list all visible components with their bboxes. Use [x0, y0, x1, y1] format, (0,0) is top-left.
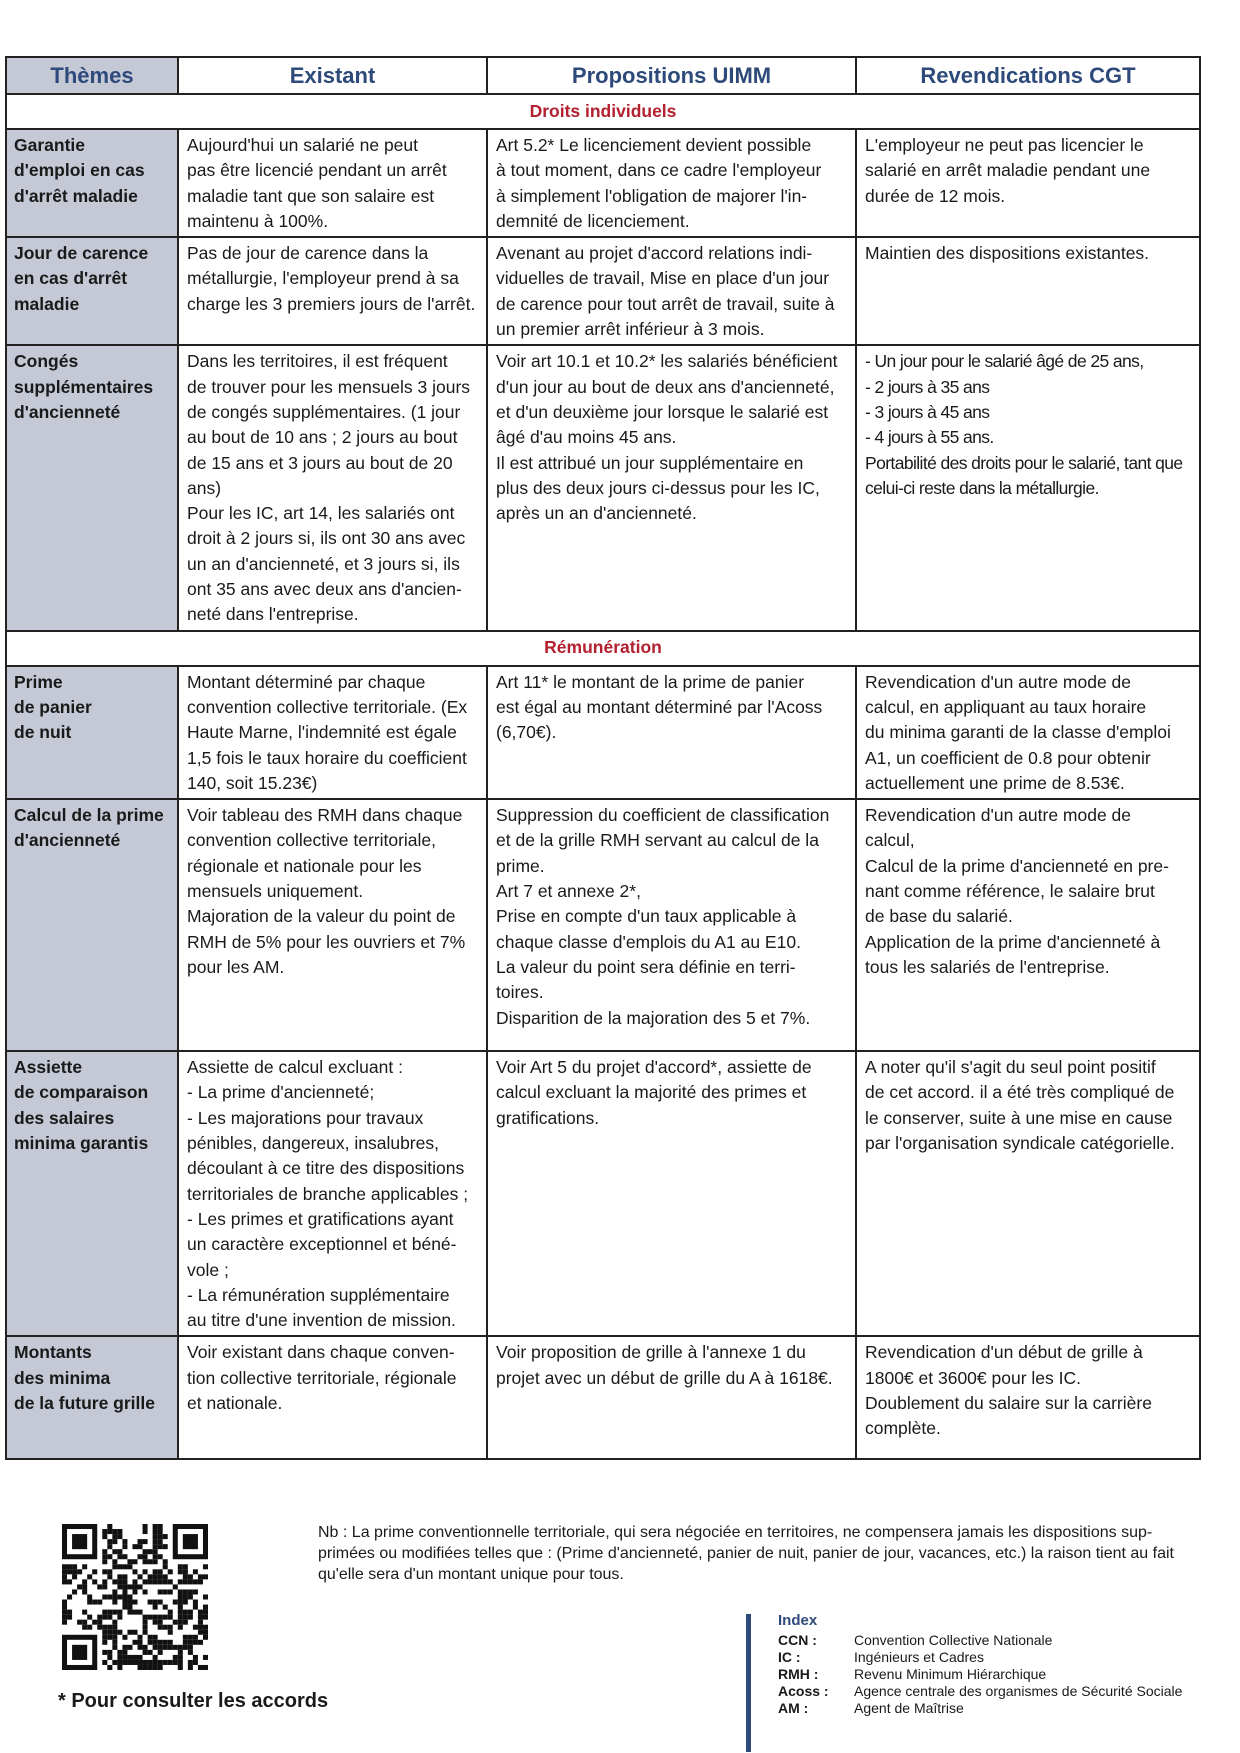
existant-cell-line: droit à 2 jours si, ils ont 30 ans avec — [187, 528, 466, 549]
uimm-cell-line: chaque classe d'emplois du A1 au E10. — [496, 931, 801, 952]
cgt-cell — [856, 237, 1200, 345]
index-definition: Agence centrale des organismes de Sécurité Sociale — [854, 1683, 1183, 1699]
existant-cell-line: - La rémunération supplémentaire — [187, 1284, 450, 1305]
cgt-cell-line: calcul, — [865, 830, 915, 851]
theme-cell — [6, 237, 178, 345]
existant-cell-line: - La prime d'ancienneté; — [187, 1082, 375, 1103]
cgt-cell — [856, 1336, 1200, 1459]
cgt-cell-line: Application de la prime d'ancienneté à — [865, 931, 1161, 952]
cgt-cell — [856, 799, 1200, 1051]
nb-note — [318, 1522, 1198, 1585]
table-row — [6, 345, 1200, 630]
existant-cell-line: pour les AM. — [187, 956, 285, 977]
nb-line: qu'elle sera d'un montant unique pour tous. — [318, 1566, 624, 1583]
index-entry — [778, 1666, 1046, 1683]
existant-cell-line: de trouver pour les mensuels 3 jours — [187, 376, 471, 397]
comparison-table-wrapper — [5, 56, 1199, 1460]
table-row — [6, 1051, 1200, 1336]
theme-cell — [6, 799, 178, 1051]
theme-cell-line: Congés — [14, 351, 79, 372]
index-divider — [746, 1614, 751, 1752]
theme-cell-line: d'arrêt maladie — [14, 185, 138, 206]
theme-cell — [6, 1336, 178, 1459]
index-abbr: RMH : — [778, 1666, 819, 1682]
theme-cell-line: de nuit — [14, 722, 72, 743]
uimm-cell-line: Art 7 et annexe 2*, — [496, 881, 641, 902]
uimm-cell-line: prime. — [496, 855, 545, 876]
cgt-cell-line: de base du salarié. — [865, 906, 1013, 927]
header-existant: Existant — [178, 57, 487, 94]
section-title: Rémunération — [6, 631, 1200, 666]
nb-line: Nb : La prime conventionnelle territoriale, qui sera négociée en territoires, ne compensera jamais les dispositions sup- — [318, 1524, 1153, 1541]
existant-cell-line: de 15 ans et 3 jours au bout de 20 — [187, 452, 453, 473]
existant-cell-line: pénibles, dangereux, insalubres, — [187, 1133, 439, 1154]
cgt-cell-line: complète. — [865, 1418, 941, 1439]
uimm-cell — [487, 799, 856, 1051]
existant-cell-line: Majoration de la valeur du point de — [187, 906, 456, 927]
theme-cell-line: d'emploi en cas — [14, 160, 145, 181]
theme-cell-line: Prime — [14, 671, 63, 692]
existant-cell-line: vole ; — [187, 1259, 229, 1280]
cgt-cell-line: du minima garanti de la classe d'emploi — [865, 722, 1171, 743]
uimm-cell-line: âgé d'au moins 45 ans. — [496, 427, 677, 448]
uimm-cell — [487, 666, 856, 799]
existant-cell-line: découlant à ce titre des dispositions — [187, 1158, 465, 1179]
existant-cell-line: Aujourd'hui un salarié ne peut — [187, 135, 419, 155]
table-row — [6, 799, 1200, 1051]
theme-cell-line: d'ancienneté — [14, 830, 121, 851]
cgt-cell-line: actuellement une prime de 8.53€. — [865, 772, 1125, 793]
uimm-cell-line: La valeur du point sera définie en terri- — [496, 956, 796, 977]
header-uimm: Propositions UIMM — [487, 57, 856, 94]
theme-cell-line: des minima — [14, 1367, 111, 1388]
nb-line: primées ou modifiées telles que : (Prime d'ancienneté, panier de nuit, panier de jour, vacances, etc.) la raison tient au fait — [318, 1545, 1174, 1562]
cgt-cell-line: - 4 jours à 55 ans. — [865, 427, 994, 448]
cgt-cell-line: nant comme référence, le salaire brut — [865, 881, 1155, 902]
existant-cell-line: maladie tant que son salaire est — [187, 185, 435, 206]
index-definition: Revenu Minimum Hiérarchique — [854, 1666, 1047, 1682]
existant-cell-line: neté dans l'entreprise. — [187, 604, 359, 625]
existant-cell-line: ont 35 ans avec deux ans d'ancien- — [187, 579, 462, 600]
theme-cell — [6, 129, 178, 237]
theme-cell-line: d'ancienneté — [14, 401, 121, 422]
existant-cell-line: Haute Marne, l'indemnité est égale — [187, 722, 457, 743]
cgt-cell-line: - 2 jours à 35 ans — [865, 376, 990, 397]
table-row — [6, 129, 1200, 237]
index-definition: Convention Collective Nationale — [854, 1632, 1053, 1648]
existant-cell-line: régionale et nationale pour les — [187, 855, 422, 876]
section-title: Droits individuels — [6, 94, 1200, 129]
cgt-cell — [856, 666, 1200, 799]
uimm-cell-line: calcul excluant la majorité des primes et — [496, 1082, 807, 1103]
cgt-cell-line: Portabilité des droits pour le salarié, tant que — [865, 452, 1183, 473]
existant-cell-line: Voir tableau des RMH dans chaque — [187, 805, 463, 826]
uimm-cell — [487, 237, 856, 345]
uimm-cell-line: Art 5.2* Le licenciement devient possible — [496, 135, 812, 155]
existant-cell-line: - Les primes et gratifications ayant — [187, 1208, 454, 1229]
existant-cell — [178, 237, 487, 345]
cgt-cell-line: calcul, en appliquant au taux horaire — [865, 696, 1147, 717]
theme-cell-line: supplémentaires — [14, 376, 154, 397]
cgt-cell — [856, 345, 1200, 630]
index-entry — [778, 1700, 964, 1717]
table-row — [6, 237, 1200, 345]
cgt-cell-line: par l'organisation syndicale catégorielle. — [865, 1133, 1175, 1154]
theme-cell-line: de la future grille — [14, 1392, 155, 1413]
theme-cell-line: Calcul de la prime — [14, 805, 164, 826]
uimm-cell-line: est égal au montant déterminé par l'Acoss — [496, 696, 823, 717]
existant-cell-line: mensuels uniquement. — [187, 881, 364, 902]
index-entry — [778, 1632, 1052, 1649]
cgt-cell — [856, 129, 1200, 237]
existant-cell-line: ans) — [187, 477, 222, 498]
existant-cell — [178, 345, 487, 630]
uimm-cell-line: Il est attribué un jour supplémentaire en — [496, 452, 804, 473]
existant-cell-line: au bout de 10 ans ; 2 jours au bout — [187, 427, 458, 448]
existant-cell-line: Assiette de calcul excluant : — [187, 1057, 403, 1078]
uimm-cell-line: demnité de licenciement. — [496, 210, 690, 231]
uimm-cell-line: projet avec un début de grille du A à 1618€. — [496, 1367, 833, 1388]
existant-cell-line: charge les 3 premiers jours de l'arrêt. — [187, 293, 476, 314]
cgt-cell-line: Revendication d'un autre mode de — [865, 671, 1132, 692]
existant-cell — [178, 1051, 487, 1336]
theme-cell-line: Assiette — [14, 1057, 83, 1078]
uimm-cell-line: d'un jour au bout de deux ans d'ancienneté, — [496, 376, 835, 397]
theme-cell-line: de panier — [14, 696, 92, 717]
uimm-cell-line: Prise en compte d'un taux applicable à — [496, 906, 797, 927]
theme-cell-line: minima garantis — [14, 1133, 149, 1154]
uimm-cell-line: Suppression du coefficient de classification — [496, 805, 830, 826]
index-abbr: Acoss : — [778, 1683, 829, 1699]
existant-cell-line: 140, soit 15.23€) — [187, 772, 318, 793]
uimm-cell-line: Voir proposition de grille à l'annexe 1 du — [496, 1342, 806, 1363]
page-footer — [0, 1500, 1240, 1753]
existant-cell — [178, 666, 487, 799]
comparison-table — [5, 56, 1201, 1460]
cgt-cell-line: Maintien des dispositions existantes. — [865, 243, 1150, 264]
cgt-cell-line: de cet accord. il a été très compliqué de — [865, 1082, 1175, 1103]
existant-cell-line: Voir existant dans chaque conven- — [187, 1342, 455, 1363]
uimm-cell — [487, 129, 856, 237]
index-title: Index — [778, 1612, 818, 1629]
uimm-cell-line: après un an d'ancienneté. — [496, 503, 697, 524]
theme-cell — [6, 1051, 178, 1336]
existant-cell-line: de congés supplémentaires. (1 jour — [187, 401, 461, 422]
uimm-cell-line: à simplement l'obligation de majorer l'in- — [496, 185, 808, 206]
index-definition: Ingénieurs et Cadres — [854, 1649, 984, 1665]
uimm-cell-line: viduelles de travail, Mise en place d'un jour — [496, 268, 830, 289]
theme-cell-line: Jour de carence — [14, 243, 149, 264]
uimm-cell-line: Disparition de la majoration des 5 et 7%. — [496, 1007, 811, 1028]
uimm-cell — [487, 1336, 856, 1459]
existant-cell-line: métallurgie, l'employeur prend à sa — [187, 268, 459, 289]
header-themes: Thèmes — [6, 57, 178, 94]
index-entry — [778, 1683, 1182, 1700]
cgt-cell-line: A noter qu'il s'agit du seul point positif — [865, 1057, 1156, 1078]
cgt-cell-line: le conserver, suite à une mise en cause — [865, 1107, 1173, 1128]
theme-cell — [6, 345, 178, 630]
existant-cell-line: Montant déterminé par chaque — [187, 671, 426, 692]
index-abbr: AM : — [778, 1700, 809, 1716]
existant-cell — [178, 1336, 487, 1459]
existant-cell — [178, 799, 487, 1051]
uimm-cell-line: Avenant au projet d'accord relations indi- — [496, 243, 813, 264]
existant-cell-line: pas être licencié pendant un arrêt — [187, 160, 447, 181]
cgt-cell — [856, 1051, 1200, 1336]
table-row — [6, 666, 1200, 799]
existant-cell-line: un caractère exceptionnel et béné- — [187, 1234, 457, 1255]
uimm-cell-line: (6,70€). — [496, 722, 557, 743]
cgt-cell-line: Doublement du salaire sur la carrière — [865, 1392, 1152, 1413]
theme-cell-line: des salaires — [14, 1107, 115, 1128]
existant-cell-line: au titre d'une invention de mission. — [187, 1310, 456, 1331]
uimm-cell-line: et d'un deuxième jour lorsque le salarié est — [496, 401, 829, 422]
cgt-cell-line: Revendication d'un début de grille à — [865, 1342, 1143, 1363]
existant-cell-line: 1,5 fois le taux horaire du coefficient — [187, 747, 467, 768]
cgt-cell-line: Revendication d'un autre mode de — [865, 805, 1132, 826]
cgt-cell-line: Calcul de la prime d'ancienneté en pre- — [865, 855, 1169, 876]
cgt-cell-line: 1800€ et 3600€ pour les IC. — [865, 1367, 1081, 1388]
cgt-cell-line: - 3 jours à 45 ans — [865, 401, 990, 422]
qr-caption: * Pour consulter les accords — [58, 1690, 329, 1712]
cgt-cell-line: L'employeur ne peut pas licencier le — [865, 135, 1144, 155]
cgt-cell-line: tous les salariés de l'entreprise. — [865, 956, 1110, 977]
theme-cell-line: Garantie — [14, 135, 85, 155]
table-body — [6, 94, 1200, 1459]
index-definition: Agent de Maîtrise — [854, 1700, 964, 1716]
existant-cell-line: convention collective territoriale. (Ex — [187, 696, 468, 717]
cgt-cell-line: durée de 12 mois. — [865, 185, 1006, 206]
uimm-cell-line: Art 11* le montant de la prime de panier — [496, 671, 805, 692]
existant-cell-line: tion collective territoriale, régionale — [187, 1367, 457, 1388]
uimm-cell-line: plus des deux jours ci-dessus pour les IC, — [496, 477, 820, 498]
uimm-cell — [487, 345, 856, 630]
existant-cell-line: territoriales de branche applicables ; — [187, 1183, 469, 1204]
index-abbr: CCN : — [778, 1632, 817, 1648]
header-row — [6, 57, 1200, 94]
existant-cell-line: un an d'ancienneté, et 3 jours si, ils — [187, 553, 460, 574]
existant-cell-line: Pour les IC, art 14, les salariés ont — [187, 503, 455, 524]
cgt-cell-line: A1, un coefficient de 0.8 pour obtenir — [865, 747, 1151, 768]
existant-cell-line: RMH de 5% pour les ouvriers et 7% — [187, 931, 466, 952]
cgt-cell-line: - Un jour pour le salarié âgé de 25 ans, — [865, 351, 1144, 372]
theme-cell — [6, 666, 178, 799]
existant-cell-line: Dans les territoires, il est fréquent — [187, 351, 448, 372]
section-row — [6, 94, 1200, 129]
theme-cell-line: maladie — [14, 293, 80, 314]
uimm-cell-line: de carence pour tout arrêt de travail, suite à — [496, 293, 835, 314]
uimm-cell-line: un premier arrêt inférieur à 3 mois. — [496, 319, 765, 340]
uimm-cell-line: toires. — [496, 982, 544, 1003]
index-abbr: IC : — [778, 1649, 801, 1665]
uimm-cell-line: Voir Art 5 du projet d'accord*, assiette de — [496, 1057, 812, 1078]
uimm-cell — [487, 1051, 856, 1336]
existant-cell-line: maintenu à 100%. — [187, 210, 329, 231]
uimm-cell-line: Voir art 10.1 et 10.2* les salariés bénéficient — [496, 351, 838, 372]
cgt-cell-line: salarié en arrêt maladie pendant une — [865, 160, 1151, 181]
existant-cell-line: convention collective territoriale, — [187, 830, 437, 851]
theme-cell-line: de comparaison — [14, 1082, 149, 1103]
section-row — [6, 631, 1200, 666]
header-cgt: Revendications CGT — [856, 57, 1200, 94]
cgt-cell-line: celui-ci reste dans la métallurgie. — [865, 477, 1099, 498]
existant-cell-line: et nationale. — [187, 1392, 283, 1413]
theme-cell-line: en cas d'arrêt — [14, 268, 128, 289]
theme-cell-line: Montants — [14, 1342, 92, 1363]
table-row — [6, 1336, 1200, 1459]
uimm-cell-line: à tout moment, dans ce cadre l'employeur — [496, 160, 822, 181]
index-entry — [778, 1649, 984, 1666]
existant-cell — [178, 129, 487, 237]
existant-cell-line: Pas de jour de carence dans la — [187, 243, 429, 264]
qr-code-icon[interactable] — [62, 1524, 208, 1670]
uimm-cell-line: gratifications. — [496, 1107, 600, 1128]
existant-cell-line: - Les majorations pour travaux — [187, 1107, 424, 1128]
uimm-cell-line: et de la grille RMH servant au calcul de la — [496, 830, 819, 851]
